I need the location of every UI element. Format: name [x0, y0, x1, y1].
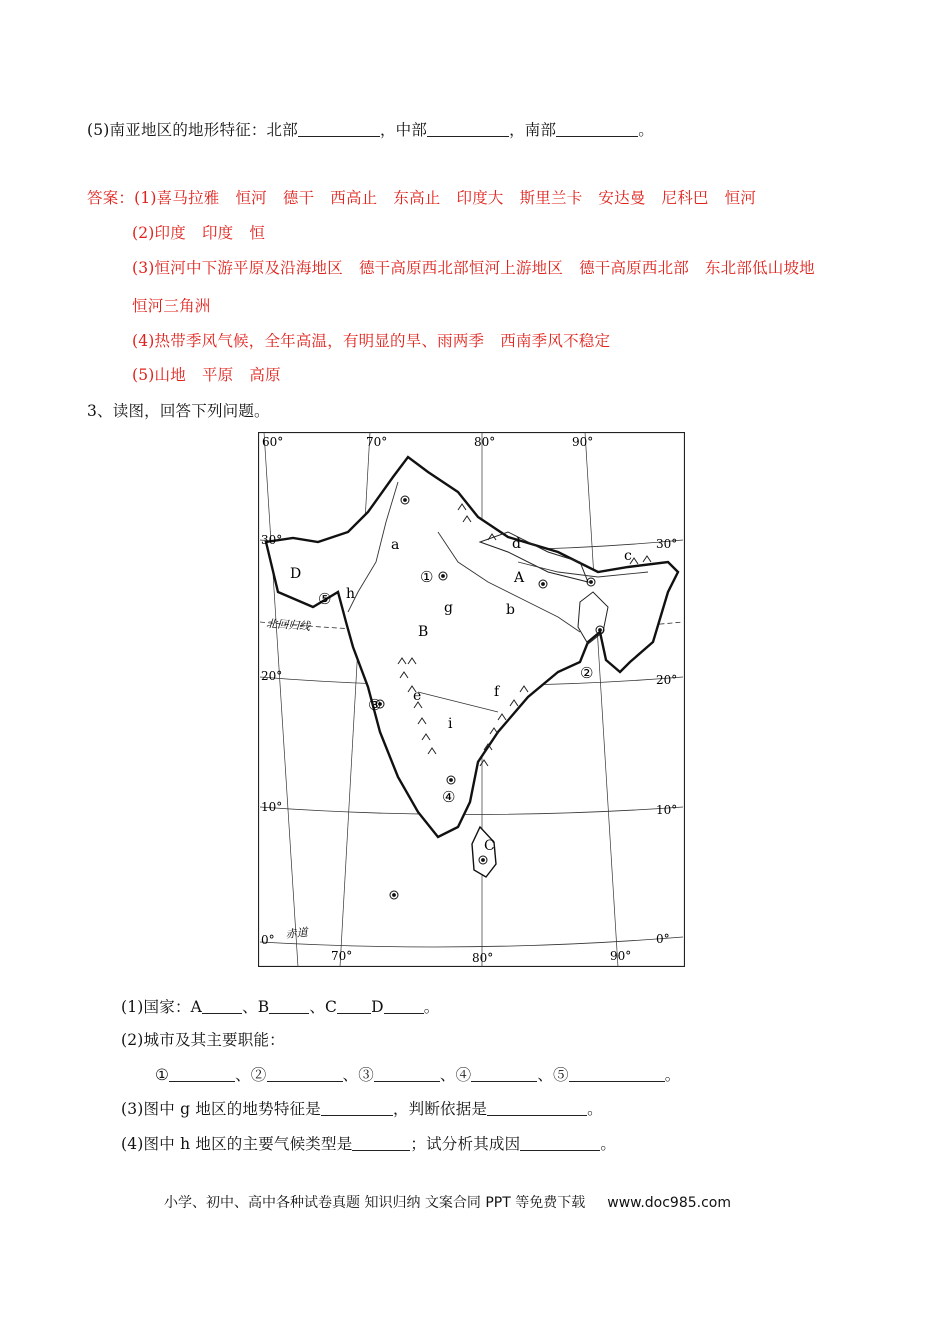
answer-1-1: 恒河	[235, 189, 267, 207]
answer-1-3: 西高止	[330, 189, 378, 207]
answer-lead: 答案：	[87, 189, 135, 207]
q5-blank-south[interactable]	[556, 122, 638, 137]
region-label-c: c	[624, 548, 632, 564]
s4-a: (4)图中 h 地区的主要气候类型是	[121, 1135, 353, 1153]
s2b-blank-2[interactable]	[267, 1067, 343, 1082]
s3-b: ，判断依据是	[392, 1100, 488, 1118]
s1-c: 、C	[309, 998, 338, 1016]
s2b-blank-4[interactable]	[471, 1067, 537, 1082]
s1-d: D	[371, 998, 384, 1016]
answer-line-3b	[132, 294, 211, 316]
s2b-c2: 、②	[235, 1066, 267, 1084]
answer-1-5: 印度大	[456, 189, 504, 207]
s2b-c3: 、③	[342, 1066, 374, 1084]
lat-label-right-0: 0°	[656, 932, 670, 946]
answer-line-5	[132, 363, 281, 385]
equator-label: 赤道	[284, 925, 309, 941]
tropic-label: 北回归线	[265, 617, 311, 634]
lat-label-left-10: 10°	[261, 800, 283, 814]
lon-label-70: 70°	[366, 435, 388, 449]
lat-label-right-30: 30°	[656, 537, 678, 551]
answer-4-0: (4)热带季风气候，全年高温，有明显的旱、雨两季	[132, 332, 485, 350]
country-label-C: C	[484, 838, 495, 854]
answer-1-9: 恒河	[724, 189, 757, 207]
footer	[164, 1192, 731, 1212]
s1-blank-D[interactable]	[384, 999, 424, 1014]
answer-2-0: (2)印度	[132, 224, 186, 242]
country-label-A: A	[514, 570, 525, 586]
region-label-h: h	[346, 586, 356, 602]
footer-url[interactable]: www.doc985.com	[607, 1195, 731, 1211]
s3-a: (3)图中 g 地区的地势特征是	[121, 1100, 321, 1118]
s2b-end: 。	[664, 1066, 681, 1084]
region-label-d: d	[512, 536, 521, 552]
answer-3-0: (3)恒河中下游平原及沿海地区	[132, 259, 343, 277]
q5-end: 。	[638, 121, 654, 139]
sub-question-2b	[155, 1063, 680, 1085]
lon-label-bottom-70: 70°	[331, 949, 353, 963]
s2b-c1: ①	[155, 1066, 170, 1084]
answer-3-2: 德干高原西北部	[579, 259, 689, 277]
answer-3-1: 德干高原西北部恒河上游地区	[358, 259, 564, 277]
south-asia-map	[258, 432, 685, 967]
lat-label-right-20: 20°	[656, 673, 678, 687]
answer-5-0: (5)山地	[132, 366, 186, 384]
footer-text: 小学、初中、高中各种试卷真题 知识归纳 文案合同 PPT 等免费下载	[164, 1195, 586, 1211]
region-label-f: f	[494, 684, 500, 700]
answer-1-7: 安达曼	[598, 189, 646, 207]
s2-text: (2)城市及其主要职能：	[121, 1031, 285, 1049]
lat-label-left-30: 30°	[261, 533, 283, 547]
s3-end: 。	[587, 1100, 603, 1118]
answer-5-1: 平原	[201, 366, 234, 384]
answer-1-0: (1)喜马拉雅	[134, 189, 220, 207]
s2b-c4: 、④	[439, 1066, 472, 1084]
city-label-3: ③	[368, 696, 382, 714]
answer-line-1	[87, 186, 756, 208]
region-label-a: a	[391, 537, 400, 553]
answer-line-2	[132, 221, 265, 243]
lon-label-90: 90°	[572, 435, 594, 449]
region-label-e: e	[413, 688, 422, 704]
lat-label-left-0: 0°	[261, 933, 275, 947]
region-label-i: i	[448, 716, 453, 732]
s4-blank-2[interactable]	[520, 1136, 600, 1151]
answer-line-3	[132, 256, 815, 278]
question-3-title: 3、读图，回答下列问题。	[87, 402, 270, 420]
country-label-D: D	[290, 566, 302, 582]
answer-1-8: 尼科巴	[661, 189, 709, 207]
answer-1-4: 东高止	[393, 189, 441, 207]
answer-3-3: 东北部低山坡地	[704, 259, 815, 277]
city-label-1: ①	[420, 568, 434, 586]
sub-question-4	[121, 1132, 616, 1154]
s3-blank-1[interactable]	[321, 1101, 393, 1116]
s1-blank-A[interactable]	[202, 999, 242, 1014]
s2b-c5: 、⑤	[537, 1066, 569, 1084]
s4-b: ；试分析其成因	[410, 1135, 521, 1153]
city-label-4: ④	[442, 788, 456, 806]
sub-question-1	[121, 995, 439, 1017]
s4-end: 。	[600, 1135, 617, 1153]
country-label-B: B	[418, 624, 429, 640]
answer-1-2: 德干	[282, 189, 315, 207]
city-label-2: ②	[580, 664, 594, 682]
s3-blank-2[interactable]	[487, 1101, 587, 1116]
lon-label-bottom-80: 80°	[472, 951, 494, 965]
lat-label-right-10: 10°	[656, 803, 678, 817]
lat-label-left-20: 20°	[261, 669, 283, 683]
s1-blank-B[interactable]	[269, 999, 309, 1014]
region-label-g: g	[444, 600, 453, 616]
s1-b: 、B	[242, 998, 270, 1016]
answer-4-1: 西南季风不稳定	[500, 332, 611, 350]
q5-blank-north[interactable]	[298, 122, 380, 137]
q5-mid2: ，南部	[509, 121, 557, 139]
lon-label-bottom-90: 90°	[610, 949, 632, 963]
sub-question-2	[121, 1028, 285, 1050]
s2b-blank-3[interactable]	[374, 1067, 440, 1082]
answer-1-6: 斯里兰卡	[519, 189, 583, 207]
sub-question-3	[121, 1097, 603, 1119]
s1-end: 。	[423, 998, 440, 1016]
answer-2-2: 恒	[249, 224, 266, 242]
answer-2-1: 印度	[201, 224, 234, 242]
s2b-blank-1[interactable]	[169, 1067, 235, 1082]
s1-blank-C[interactable]	[337, 999, 371, 1014]
city-label-5: ⑤	[318, 590, 332, 608]
answer-3b-0: 恒河三角洲	[132, 297, 211, 315]
answer-5-2: 高原	[249, 366, 281, 384]
answer-line-4	[132, 329, 610, 351]
s2b-blank-5[interactable]	[569, 1067, 665, 1082]
s4-blank-1[interactable]	[352, 1136, 410, 1151]
lon-label-60: 60°	[262, 435, 284, 449]
q5-line	[87, 118, 654, 140]
q5-blank-middle[interactable]	[427, 122, 509, 137]
q5-prefix: (5)南亚地区的地形特征：北部	[87, 121, 298, 139]
region-label-b: b	[506, 602, 515, 618]
lon-label-80: 80°	[474, 435, 496, 449]
s1-a: (1)国家：A	[121, 998, 203, 1016]
q5-mid1: ，中部	[379, 121, 428, 139]
